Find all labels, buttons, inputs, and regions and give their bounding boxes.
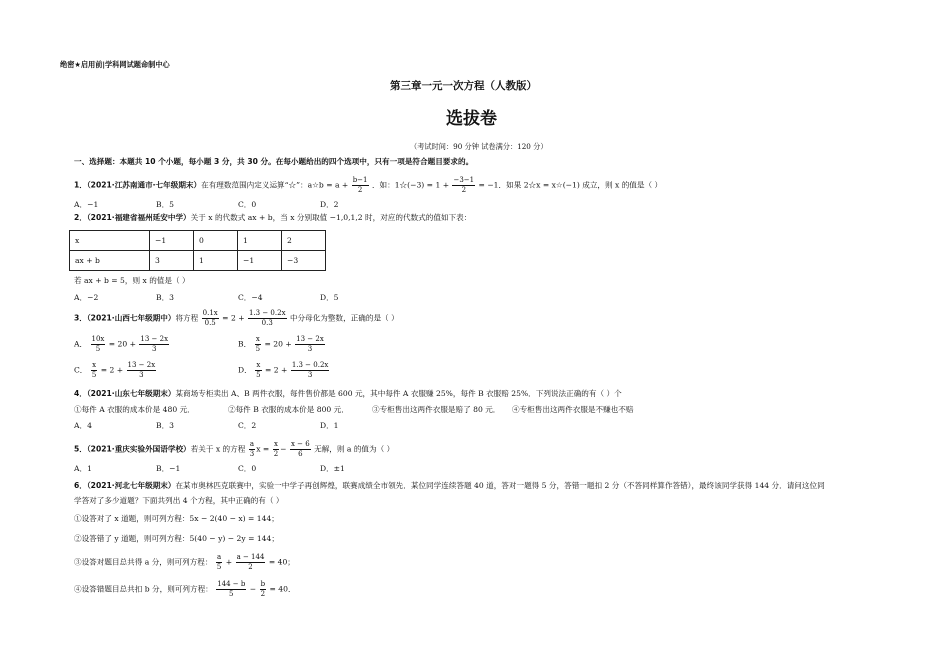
question-6 — [74, 481, 825, 491]
q4-statement-4: ④专柜售出这两件衣服是不赚也不赔 — [512, 405, 634, 414]
q4-statement-3: ③专柜售出这两件衣服是赔了 80 元． — [372, 405, 501, 414]
q5-fraction-1 — [249, 440, 255, 459]
q1-text-c: = −1．如果 2☆x = x☆(−1) 成立，则 x 的值是（ ） — [478, 180, 663, 190]
fraction — [91, 335, 106, 354]
q3-option-b — [238, 335, 326, 354]
q5-option-d: D．±1 — [320, 464, 345, 473]
q5-option-a: A．1 — [74, 464, 92, 473]
frac-num: 1.3 − 0.2x — [291, 361, 329, 369]
q3-mid: = 2 + — [222, 313, 245, 323]
frac-den: 2 — [461, 186, 467, 194]
frac-den: 5 — [255, 345, 261, 353]
option-label: A． — [74, 339, 88, 349]
frac-num: 10x — [91, 335, 105, 343]
q2-option-a: A．−2 — [74, 293, 99, 302]
q5-source: 5．（2021·重庆实验外国语学校） — [74, 444, 191, 454]
statement-lead: ③设答对题目总共得 a 分，则可列方程： — [74, 557, 213, 567]
frac-den: 2 — [248, 563, 253, 571]
frac-num: 0.1x — [202, 309, 218, 317]
q5-text-a: 若关于 x 的方程 — [190, 444, 246, 454]
q6-statement-3 — [74, 553, 295, 572]
fraction — [236, 553, 266, 572]
q4-option-c: C．2 — [238, 421, 257, 430]
frac-den: 6 — [298, 450, 303, 458]
q1-source: 1．（2021·江苏南通市·七年级期末） — [74, 180, 202, 190]
fraction — [127, 361, 157, 380]
frac-num: 13 − 2x — [140, 335, 169, 343]
frac-den: 3 — [249, 450, 255, 458]
frac-den: 3 — [307, 371, 313, 379]
q3-text-a: 将方程 — [175, 313, 199, 323]
q4-statement-1: ①每件 A 衣服的成本价是 480 元． — [74, 405, 195, 414]
q5-option-c: C．0 — [238, 464, 257, 473]
fraction — [139, 335, 169, 354]
statement-mid: + — [225, 557, 233, 567]
fraction — [91, 361, 97, 380]
option-mid: = 2 + — [100, 365, 124, 375]
table-cell: ax + b — [70, 251, 150, 271]
table-row — [70, 251, 326, 271]
option-label: B． — [238, 339, 252, 349]
frac-num: a — [249, 440, 255, 448]
q2-text: 关于 x 的代数式 ax + b，当 x 分别取值 −1,0,1,2 时，对应的代数式的值如下表： — [190, 213, 472, 222]
statement-equation: 5x − 2(40 − x) = 144； — [189, 514, 279, 523]
statement-lead: ②设答错了 y 道题，则可列方程： — [74, 534, 190, 543]
frac-num: b−1 — [352, 176, 368, 184]
frac-num: 13 − 2x — [296, 335, 324, 343]
fraction — [291, 361, 330, 380]
frac-den: 5 — [91, 371, 97, 379]
q3-option-a — [74, 335, 170, 354]
table-cell: 3 — [150, 251, 194, 271]
fraction — [255, 361, 261, 380]
q2-option-d: D．5 — [320, 293, 339, 302]
q6-statement-1 — [74, 514, 279, 524]
frac-num: x — [273, 440, 278, 448]
q4-statement-2: ②每件 B 衣服的成本价是 800 元． — [228, 405, 349, 414]
watermark-line: 绝密★启用前|学科网试题命制中心 — [60, 60, 170, 69]
q1-fraction-1 — [352, 176, 369, 195]
option-mid: = 20 + — [264, 339, 292, 349]
table-cell: 1 — [238, 231, 282, 251]
q3-fraction-2 — [248, 309, 287, 328]
frac-den: 2 — [357, 186, 363, 194]
q6-text: 在某市奥林匹克联赛中，实验一中学子再创辉煌，联赛成绩全市领先．某位同学连续答题 40 道，答对一题得 5 分，答错一题扣 2 分（不答同样算作答错），最终该同学获得 144 分．请问这位同 — [175, 481, 825, 490]
frac-den: 5 — [95, 345, 101, 353]
statement-end: = 40； — [268, 557, 295, 567]
q3-option-c — [74, 361, 157, 380]
q1-option-c: C．0 — [238, 200, 257, 209]
q5-option-b: B．−1 — [156, 464, 181, 473]
q6-source: 6．（2021·河北七年级期末） — [74, 481, 176, 490]
statement-end: = 40． — [269, 584, 296, 594]
q3-text-b: 中分母化为整数，正确的是（ ） — [289, 313, 399, 323]
question-2 — [74, 213, 471, 223]
frac-den: 3 — [307, 345, 313, 353]
question-5 — [74, 440, 394, 459]
q2-source: 2．（2021·福建省福州延安中学） — [74, 213, 191, 222]
frac-den: 5 — [216, 563, 222, 571]
question-4 — [74, 389, 622, 399]
q1-fraction-2 — [452, 176, 475, 195]
q6-text-2: 学答对了多少道题？下面共列出 4 个方程，其中正确的有（ ） — [74, 496, 284, 505]
q2-after: 若 ax + b = 5，则 x 的值是（ ） — [74, 276, 190, 285]
option-label: C． — [74, 365, 88, 375]
value-table — [69, 230, 326, 271]
q5-fraction-2 — [273, 440, 279, 459]
option-mid: = 20 + — [108, 339, 136, 349]
frac-den: 5 — [256, 371, 261, 379]
table-cell: −1 — [238, 251, 282, 271]
frac-num: a − 144 — [236, 553, 265, 561]
q5-mid-2: − — [280, 444, 287, 454]
statement-equation: 5(40 − y) − 2y = 144； — [189, 534, 279, 543]
frac-num: 144 − b — [217, 580, 246, 588]
q5-fraction-3 — [290, 440, 311, 459]
frac-den: 0.3 — [261, 319, 273, 327]
frac-num: x — [256, 361, 261, 369]
fraction — [255, 335, 261, 354]
table-cell: 1 — [194, 251, 238, 271]
doc-title: 第三章一元一次方程（人教版） — [390, 80, 537, 92]
q1-option-a: A．−1 — [74, 200, 99, 209]
frac-den: 0.5 — [204, 319, 216, 327]
q6-statement-4 — [74, 580, 296, 599]
exam-info: （考试时间：90 分钟 试卷满分：120 分） — [410, 142, 548, 151]
frac-num: x — [92, 361, 97, 369]
fraction — [295, 335, 325, 354]
frac-den: 3 — [139, 371, 144, 379]
q5-mid-1: x = — [256, 444, 270, 454]
frac-den: 2 — [260, 590, 266, 598]
table-cell: 0 — [194, 231, 238, 251]
q5-text-b: 无解，则 a 的值为（ ） — [314, 444, 395, 454]
q4-option-a: A．4 — [74, 421, 92, 430]
q3-source: 3．（2021·山西七年级期中） — [74, 313, 176, 323]
frac-num: 1.3 − 0.2x — [248, 309, 286, 317]
table-cell: 2 — [282, 231, 326, 251]
q2-option-c: C．−4 — [238, 293, 263, 302]
q3-fraction-1 — [202, 309, 219, 328]
q1-text-a: 在有理数范围内定义运算“☆”：a☆b = a + — [201, 180, 349, 190]
question-3 — [74, 309, 399, 328]
frac-num: 13 − 2x — [127, 361, 156, 369]
frac-num: −3−1 — [453, 176, 475, 184]
statement-lead: ④设答错题目总共扣 b 分，则可列方程： — [74, 584, 213, 594]
q4-option-d: D．1 — [320, 421, 339, 430]
q1-option-b: B．5 — [156, 200, 175, 209]
table-cell: x — [70, 231, 150, 251]
frac-num: x − 6 — [290, 440, 310, 448]
fraction — [216, 580, 246, 599]
option-mid: = 2 + — [265, 365, 288, 375]
q4-source: 4．（2021·山东七年级期末） — [74, 389, 176, 398]
section-heading: 一、选择题：本题共 10 个小题，每小题 3 分，共 30 分。在每小题给出的四个选项中，只有一项是符合题目要求的。 — [74, 157, 474, 166]
frac-num: b — [260, 580, 266, 588]
table-cell: −1 — [150, 231, 194, 251]
q4-text: 某商场专柜卖出 A、B 两件衣服，每件售价都是 600 元，其中每件 A 衣服赚 25%，每件 B 衣服赔 25%．下列说法正确的有（ ）个 — [175, 389, 622, 398]
frac-den: 2 — [273, 450, 279, 458]
question-1 — [74, 176, 662, 195]
q3-option-d — [238, 361, 330, 380]
frac-num: a — [217, 553, 222, 561]
statement-mid: − — [249, 584, 257, 594]
statement-lead: ①设答对了 x 道题，则可列方程： — [74, 514, 190, 523]
q1-text-b: ．如：1☆(−3) = 1 + — [371, 180, 450, 190]
doc-subtitle: 选拔卷 — [446, 109, 497, 129]
q6-statement-2 — [74, 534, 279, 544]
frac-den: 5 — [229, 590, 234, 598]
frac-den: 3 — [152, 345, 157, 353]
fraction — [216, 553, 222, 572]
q1-option-d: D．2 — [320, 200, 339, 209]
q4-option-b: B．3 — [156, 421, 175, 430]
frac-num: x — [255, 335, 260, 343]
q2-option-b: B．3 — [156, 293, 175, 302]
option-label: D． — [238, 365, 252, 375]
fraction — [260, 580, 266, 599]
table-cell: −3 — [282, 251, 326, 271]
table-row — [70, 231, 326, 251]
